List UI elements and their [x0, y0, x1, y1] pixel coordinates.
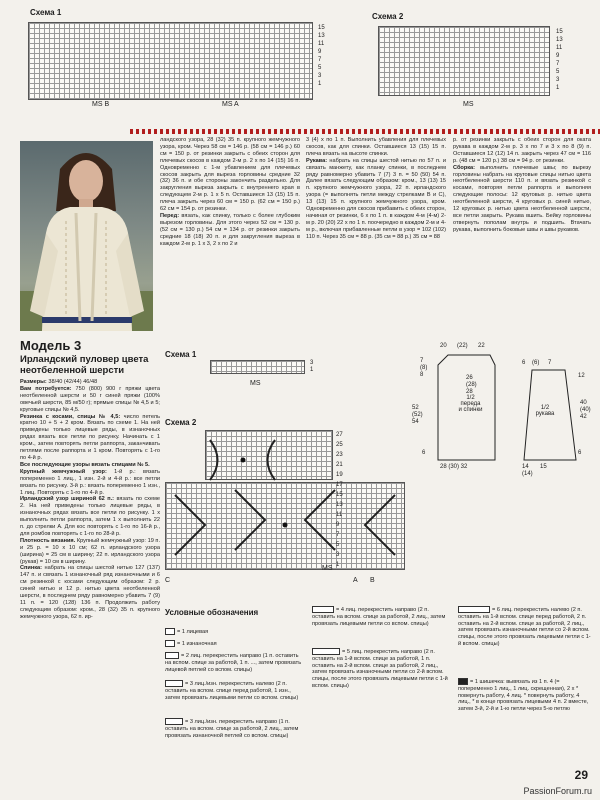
sleeve-top-3: 7 [548, 360, 552, 366]
schema2-title: Схема 2 [165, 418, 197, 427]
schema2-cable-lines [165, 430, 405, 570]
legend-text-7: = 5 лиц. перекрестить направо (2 п. оставить на 1-й вспом. спице за работой, 1 п. оставить на 2-й вспом. спице за работой, 2 лиц., затем провязать изнаночными петли со 2-й вспом. спицы, после этого провязать лицевыми петли с 1-й вспом. спицы) [312, 648, 448, 689]
model-heading: Модель 3 [20, 338, 82, 353]
legend-item-3 [165, 652, 305, 673]
front-side-2: (52) [412, 412, 423, 418]
sizes-label: Размеры: [20, 379, 47, 385]
schema2-row-1: 1 [336, 562, 340, 568]
front-label: Перед: [160, 212, 180, 219]
sleeve-cap-text: р. от резинки закрыть с обеих сторон для оката рукава в каждом 2-м р. 3 х по 7 и 3 х по 8 (9) п. Оставшиеся 12 (12) 14 п. закрыть через 47 см = 116 р. (48 см = 120 р.) 38 см = 94 р. от резинки. [453, 137, 591, 164]
materials-text: 750 (800) 900 г пряжи цвета неотбеленной шерсти и 50 г синей пряжи (100% овечьей шерсти, 85 м/50 г); прямые спицы № 4,5 и 5; круговые спицы № 4,5. [20, 385, 160, 413]
schema1-top-ms-b: MS B [92, 101, 110, 108]
front-side-3: 54 [412, 419, 419, 425]
sleeve-length-3: 42 [580, 414, 587, 420]
sleeve-cap: 12 [578, 373, 585, 379]
irish-label: Ирландский узор шириной 62 п.: [20, 496, 115, 503]
schema2-row-23: 23 [336, 452, 343, 458]
text-column-2 [160, 137, 300, 344]
schema2-row-13: 13 [336, 502, 343, 508]
text-column-4 [453, 137, 591, 344]
front-top-1: 20 [440, 343, 447, 349]
legend-symbol-7 [312, 648, 340, 655]
schema1-top-row-1: 1 [318, 81, 322, 87]
sleeves-text: набрать на спицы шестой нитью по 57 п. и связать манжету, как планку спинки, в последнем ряду равномерно убавить 7 (7) 3 п. = 50 (50) 54 п. Далее вязать следующим образом: кром., 13 (13) 15 п. крупного жемчужного узора, 22 п. ирландского узора (= выполнять петли между стрелками В и С), 13 (13) 15 п. крупного жемчужного узора, кром. Одновременно для скосов прибавить с обеих сторон, начиная от резинки, 6 х по 1 п. в каждом 4-м (4-м) 2-м р. 20 (20) 22 х по 1 п. поочередно в каждом 2-м и 4-м р., включая прибавленные петли в узор = 102 (102) 110 п. Через 35 см = 88 р. (35 см = 88 р.) 35 см = 88 [306, 157, 446, 240]
schema2-top-row-13: 13 [556, 37, 563, 43]
divider-band [130, 129, 600, 134]
front-top-2: (22) [457, 343, 468, 349]
schema2-label-ms: MS [322, 565, 333, 572]
model-photo [20, 141, 153, 331]
schema1-top-row-3: 3 [318, 73, 322, 79]
schema2-label-a: A [353, 577, 358, 584]
schema1-top-ms-a: MS A [222, 101, 239, 108]
sleeve-bottom-2: (14) [522, 471, 533, 477]
schema2-row-9: 9 [336, 522, 340, 528]
legend-text-2: = 1 изнаночная [177, 640, 217, 647]
schema1-top-row-numbers [318, 24, 325, 88]
density-label: Плотность вязания. [20, 537, 76, 544]
schema2-row-5: 5 [336, 542, 340, 548]
schema2-row-27: 27 [336, 432, 343, 438]
schema1-top-row-7: 7 [318, 57, 322, 63]
front-back-label: 1/2 переда и спинки [458, 395, 483, 413]
front-shoulder-3: 8 [420, 372, 424, 378]
pearl-label: Крупный жемчужный узор: [20, 468, 107, 475]
legend-symbol-3 [165, 652, 179, 659]
legend-symbol-2 [165, 640, 175, 647]
schema2-row-11: 11 [336, 512, 343, 518]
front-neck-1: 26 [466, 375, 473, 381]
sleeve-labels [500, 340, 590, 480]
schema2-label-b: B [370, 577, 375, 584]
front-neck-3: 28 [466, 389, 473, 395]
assembly-label: Сборка: [453, 164, 476, 171]
schema1-top-chart [28, 22, 313, 100]
schema2-top-row-9: 9 [556, 53, 560, 59]
sleeve-bottom-3: 15 [540, 464, 547, 470]
text-column-3 [306, 137, 446, 344]
sleeve-top-1: 6 [522, 360, 526, 366]
schema1-top-row-15: 15 [318, 25, 325, 31]
legend-text-9: = 1 шишечка: вывязать из 1 п. 4 (= попеременно 1 лиц., 1 лиц. скрещенная), 2 х * повернуть работу, 4 лиц. * повернуть работу, 4 лиц., * в конце провязать лицевыми 4 п. 2 вместе, затем 3-й, 2-й и 1-ю петли через 5-ю петлю [458, 678, 589, 713]
schema1-top-row-5: 5 [318, 65, 322, 71]
schema2-row-numbers [336, 430, 343, 570]
woman-in-sweater-image [20, 141, 153, 331]
watermark: PassionForum.ru [523, 786, 592, 796]
legend-text-3: = 2 лиц. перекрестить направо (1 п. оставить на вспом. спице за работой, 1 п. ..., затем провязать лицевой петлей со вспом. спицы) [165, 652, 302, 673]
legend-item-8 [458, 606, 593, 648]
schema1-top-row-9: 9 [318, 49, 322, 55]
front-side-1: 52 [412, 405, 419, 411]
schema1-top-row-11: 11 [318, 41, 325, 47]
model-title: Ирландский пуловер цвета неотбеленной шерсти [20, 354, 149, 376]
front-neck-2: (28) [466, 382, 477, 388]
legend-text-5: = 3 лиц./изн. перекрестить направо (1 п. оставить на вспом. спице за работой, 2 лиц., затем провязать изнаночной петлей со вспом. спицы) [165, 718, 299, 739]
sleeves-label: Рукава: [306, 157, 328, 164]
legend-symbol-5 [165, 718, 183, 725]
legend-text-8: = 6 лиц. перекрестить налево (2 п. оставить на 1-й вспом. спице перед работой, 2 п. оставить на 2-й вспом. спице за работой, 2 лиц., затем провязать изнаночными петли со 2-й вспом. спицы, после этого провязать лицевыми петли с 1-й вспом. спицы) [458, 606, 591, 647]
legend-symbol-4 [165, 680, 183, 687]
all-patterns-label: Все последующие узоры вязать спицами № 5. [20, 461, 150, 468]
legend-text-4: = 3 лиц./изн. перекрестить налево (2 п. оставить на вспом. спице перед работой, 1 изн., затем провязать лицевыми петли со вспом. спицы) [165, 680, 299, 701]
legend-symbol-6 [312, 606, 334, 613]
front-width: 28 (30) 32 [440, 464, 468, 470]
legend-item-5 [165, 718, 305, 739]
front-shoulder-1: 7 [420, 358, 424, 364]
pearl-text: 1-й р.: вязать попеременно 1 лиц., 1 изн. 2-й и 4-й р.: все петли вязать по рисунку. 3-й р.: вязать попеременно 1 изн., 1 лиц. Повторять с 1-го по 4-й р. [20, 468, 160, 496]
back-text: набрать на спицы шестой нитью 127 (137) 147 п. и связать 1 изнаночный ряд изнаночными и 6 см резинкой с косами следующим образом: 2 р. синей нитью и 12 р. нитью цвета неотбеленной шерсти, в последнем ряду равномерно убавить 7 (9) 11 п. = 120 (128) 136 п. Продолжить работу следующим образом: кром., 28 (32) 35 п. крупного жемчужного узора, 62 п. ир- [20, 565, 160, 620]
schema1-ms: MS [250, 380, 261, 387]
model-instructions [20, 379, 160, 789]
schema1-title: Схема 1 [165, 350, 197, 359]
irish-text: вязать по схеме 2. На ней приведены только лицевые ряды, в изнаночных рядах вязать все петли по рисунку. 1 х выполнить петли раппорта, затем 1 х выполнить 22 п. до стрелки А. Для кос повторять с 1-го по 16-й р., для ромбов повторять с 1-го по 28-й р. [20, 496, 160, 537]
legend-item-7 [312, 648, 452, 690]
density-text: Крупный жемчужный узор: 19 п. и 25 р. = 10 х 10 см; 62 п. ирландского узора (ширина) = 25 см в ширину; 22 п. ирландского узора (рукав) = 10 см в ширину. [20, 537, 160, 565]
rib-label: Резинка с косами, спицы № 4,5: [20, 413, 121, 420]
schema2-top-row-11: 11 [556, 45, 563, 51]
schema2-top-row-numbers [556, 28, 563, 92]
page-number: 29 [574, 768, 588, 782]
legend-item-1 [165, 628, 305, 636]
schema2-top-row-5: 5 [556, 69, 560, 75]
schema1-top-title: Схема 1 [30, 8, 62, 17]
schema2-label-c: C [165, 577, 171, 584]
legend-symbol-8 [458, 606, 490, 613]
schema2-row-15: 15 [336, 492, 343, 498]
front-text: вязать, как спинку, только с более глубоким вырезом горловины. Для этого через 52 см = 130 р. (52 см = 130 р.) 54 см = 134 р. от резинки закрыть средние 18 (18) 20 п. и для закругления выреза в каждом 2-м р. 1 х 3, 2 х по 2 и [160, 212, 300, 247]
sleeve-length-2: (40) [580, 407, 591, 413]
schema2-row-21: 21 [336, 462, 343, 468]
schema2-top-row-1: 1 [556, 85, 560, 91]
schema1-row-3: 3 [310, 360, 314, 366]
front-shoulder-2: (8) [420, 365, 428, 371]
bobble-symbol [458, 678, 468, 685]
schema2-row-7: 7 [336, 532, 340, 538]
legend-symbol-1 [165, 628, 175, 635]
front-back-labels [400, 340, 500, 480]
sleeve-bottom-1: 14 [522, 464, 529, 470]
schema2-top-ms: MS [463, 101, 474, 108]
schema1-top-row-13: 13 [318, 33, 325, 39]
schema1-row-numbers [310, 360, 313, 374]
schema2-row-3: 3 [336, 552, 340, 558]
front-top-3: 22 [478, 343, 485, 349]
legend-text-1: = 1 лицевая [177, 628, 209, 635]
rib-text: число петель кратно 10 + 5 + 2 кром. Вязать по схеме 1. На ней приведены только лицевые ряды, в изнаночных рядах вязать все петли по рисунку. Начинать с 1 кром., затем повторять петли раппорта, заканчивать петлями после раппорта и 1 кром. Повторять с 1-го по 4-й р. [20, 413, 160, 461]
legend-item-9 [458, 678, 593, 713]
sleeve-top-2: (6) [532, 360, 540, 366]
legend-text-6: = 4 лиц. перекрестить направо (2 п. оставить на вспом. спице за работой, 2 лиц., затем провязать лицевыми петли со вспом. спицы) [312, 606, 446, 627]
schema2-row-25: 25 [336, 442, 343, 448]
schema1-chart [210, 360, 305, 374]
schema2-top-title: Схема 2 [372, 12, 404, 21]
sleeve-band: 6 [578, 450, 582, 456]
schema2-top-row-15: 15 [556, 29, 563, 35]
back-label: Спинка: [20, 565, 43, 572]
schema2-top-chart [378, 26, 550, 96]
sleeve-length-1: 40 [580, 400, 587, 406]
front-band: 6 [422, 450, 426, 456]
shoulder-text: 3 (4) х по 1 п. Выполнить убавления для плечевых скосов, как для спинки. Оставшиеся 13 (15) 15 п. плеча вязать на высоте спинки. [306, 137, 446, 157]
materials-label: Вам потребуется: [20, 385, 72, 392]
back-continued-text: ландского узора, 28 (32) 35 п. крупного жемчужного узора, кром. Через 58 см = 146 р. (58 см = 146 р.) 60 см = 150 р. от резинки закрыть с обеих сторон для плечевых скосов в каждом 2-м р. 2 х по 14 (15) 16 п. Одновременно с 1-м убавлением для плечевых скосов закрыть для выреза горловины средние 32 (32) 36 п. и обе стороны закончить раздельно. Для закругления выреза закрыть с внутреннего края в следующем 2-м р. 1 х 5 п. Оставшиеся 13 (15) 15 п. плеча закрыть через 60 см = 150 р. (62 см = 150 р.) 62 см = 154 р. от резинки. [160, 137, 300, 213]
schema2-row-19: 19 [336, 472, 343, 478]
schema2-row-17: 17 [336, 482, 343, 488]
schema2-top-row-3: 3 [556, 77, 560, 83]
legend-item-6 [312, 606, 452, 627]
legend-item-2 [165, 640, 305, 648]
sleeve-label: 1/2 рукава [535, 405, 555, 417]
schema1-row-1: 1 [310, 367, 314, 373]
sizes-value: 38/40 (42/44) 46/48 [48, 379, 98, 385]
schema2-top-row-7: 7 [556, 61, 560, 67]
assembly-text: выполнить плечевые швы; по вырезу горловины набрать на круговые спицы нитью цвета неотбеленной шерсти 110 п. и вязать резинкой с косами, повторяя петли раппорта и выполняя следующие полосы: 12 круговых р. нитью цвета неотбеленной шерсти, 4 круговых р. синей нитью, 12 круговых р. нитью цвета неотбеленной шерсти, все петли закрыть. Рукава вшить. Бейку горловины отвернуть пополам внутрь и подшить. Втачать рукава, выполнить боковые швы и швы рукавов. [453, 164, 591, 233]
legend-title: Условные обозначения [165, 608, 259, 617]
legend-item-4 [165, 680, 305, 701]
